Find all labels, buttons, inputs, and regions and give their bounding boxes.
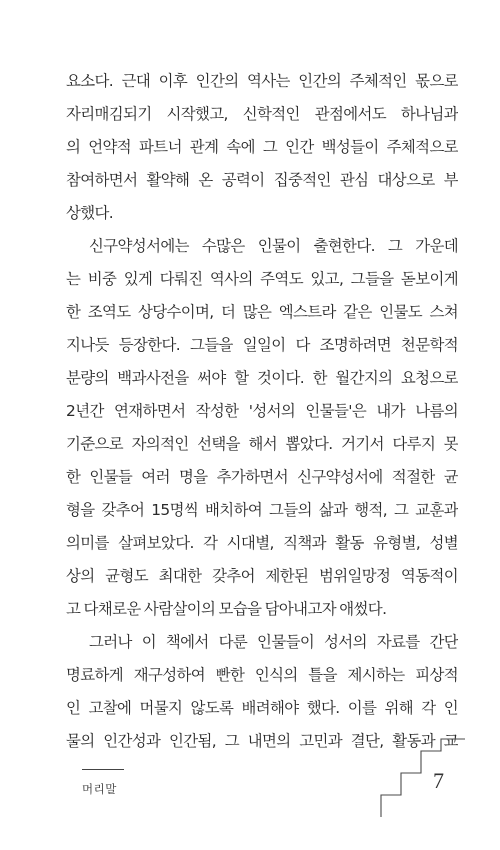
footer-rule bbox=[82, 769, 124, 770]
text-line: 상했다. bbox=[66, 204, 114, 222]
text-line: 요소다. 근대 이후 인간의 역사는 인간의 주체적인 몫으로 bbox=[66, 72, 458, 90]
text-line: 그러나 이 책에서 다룬 인물들이 성서의 자료를 간단 bbox=[89, 633, 458, 651]
text-line: 분량의 백과사전을 써야 할 것이다. 한 월간지의 요청으로 bbox=[66, 369, 458, 387]
step-ornament bbox=[380, 738, 466, 818]
text-line: 지나듯 등장한다. 그들을 일일이 다 조명하려면 천문학적 bbox=[66, 336, 458, 354]
text-line: 상의 균형도 최대한 갖추어 제한된 범위일망정 역동적이 bbox=[66, 567, 458, 585]
text-line: 인 고찰에 머물지 않도록 배려해야 했다. 이를 위해 각 인 bbox=[66, 699, 458, 717]
running-footer-label: 머리말 bbox=[82, 782, 117, 796]
text-line: 형을 갖추어 15명씩 배치하여 그들의 삶과 행적, 그 교훈과 bbox=[66, 501, 458, 519]
text-line: 의미를 살펴보았다. 각 시대별, 직책과 활동 유형별, 성별 bbox=[66, 534, 458, 552]
text-line: 명료하게 재구성하여 빤한 인식의 틀을 제시하는 피상적 bbox=[66, 666, 458, 684]
page-number: 7 bbox=[433, 768, 444, 793]
text-line: 한 조역도 상당수이며, 더 많은 엑스트라 같은 인물도 스쳐 bbox=[66, 303, 458, 321]
text-line: 신구약성서에는 수많은 인물이 출현한다. 그 가운데 bbox=[89, 237, 458, 255]
text-line: 참여하면서 활약해 온 공력이 집중적인 관심 대상으로 부 bbox=[66, 171, 458, 189]
text-line: 의 언약적 파트너 관계 속에 그 인간 백성들이 주체적으로 bbox=[66, 138, 458, 156]
text-line: 고 다채로운 사람살이의 모습을 담아내고자 애썼다. bbox=[66, 600, 387, 618]
text-line: 한 인물들 여러 명을 추가하면서 신구약성서에 적절한 균 bbox=[66, 468, 458, 486]
text-line: 는 비중 있게 다뤄진 역사의 주역도 있고, 그들을 돋보이게 bbox=[66, 270, 458, 288]
text-line: 2년간 연재하면서 작성한 '성서의 인물들'은 내가 나름의 bbox=[66, 402, 458, 420]
text-line: 기준으로 자의적인 선택을 해서 뽑았다. 거기서 다루지 못 bbox=[66, 435, 458, 453]
text-line: 물의 인간성과 인간됨, 그 내면의 고민과 결단, 활동과 교 bbox=[66, 732, 458, 750]
text-line: 자리매김되기 시작했고, 신학적인 관점에서도 하나님과 bbox=[66, 105, 458, 123]
body-text bbox=[66, 66, 458, 759]
